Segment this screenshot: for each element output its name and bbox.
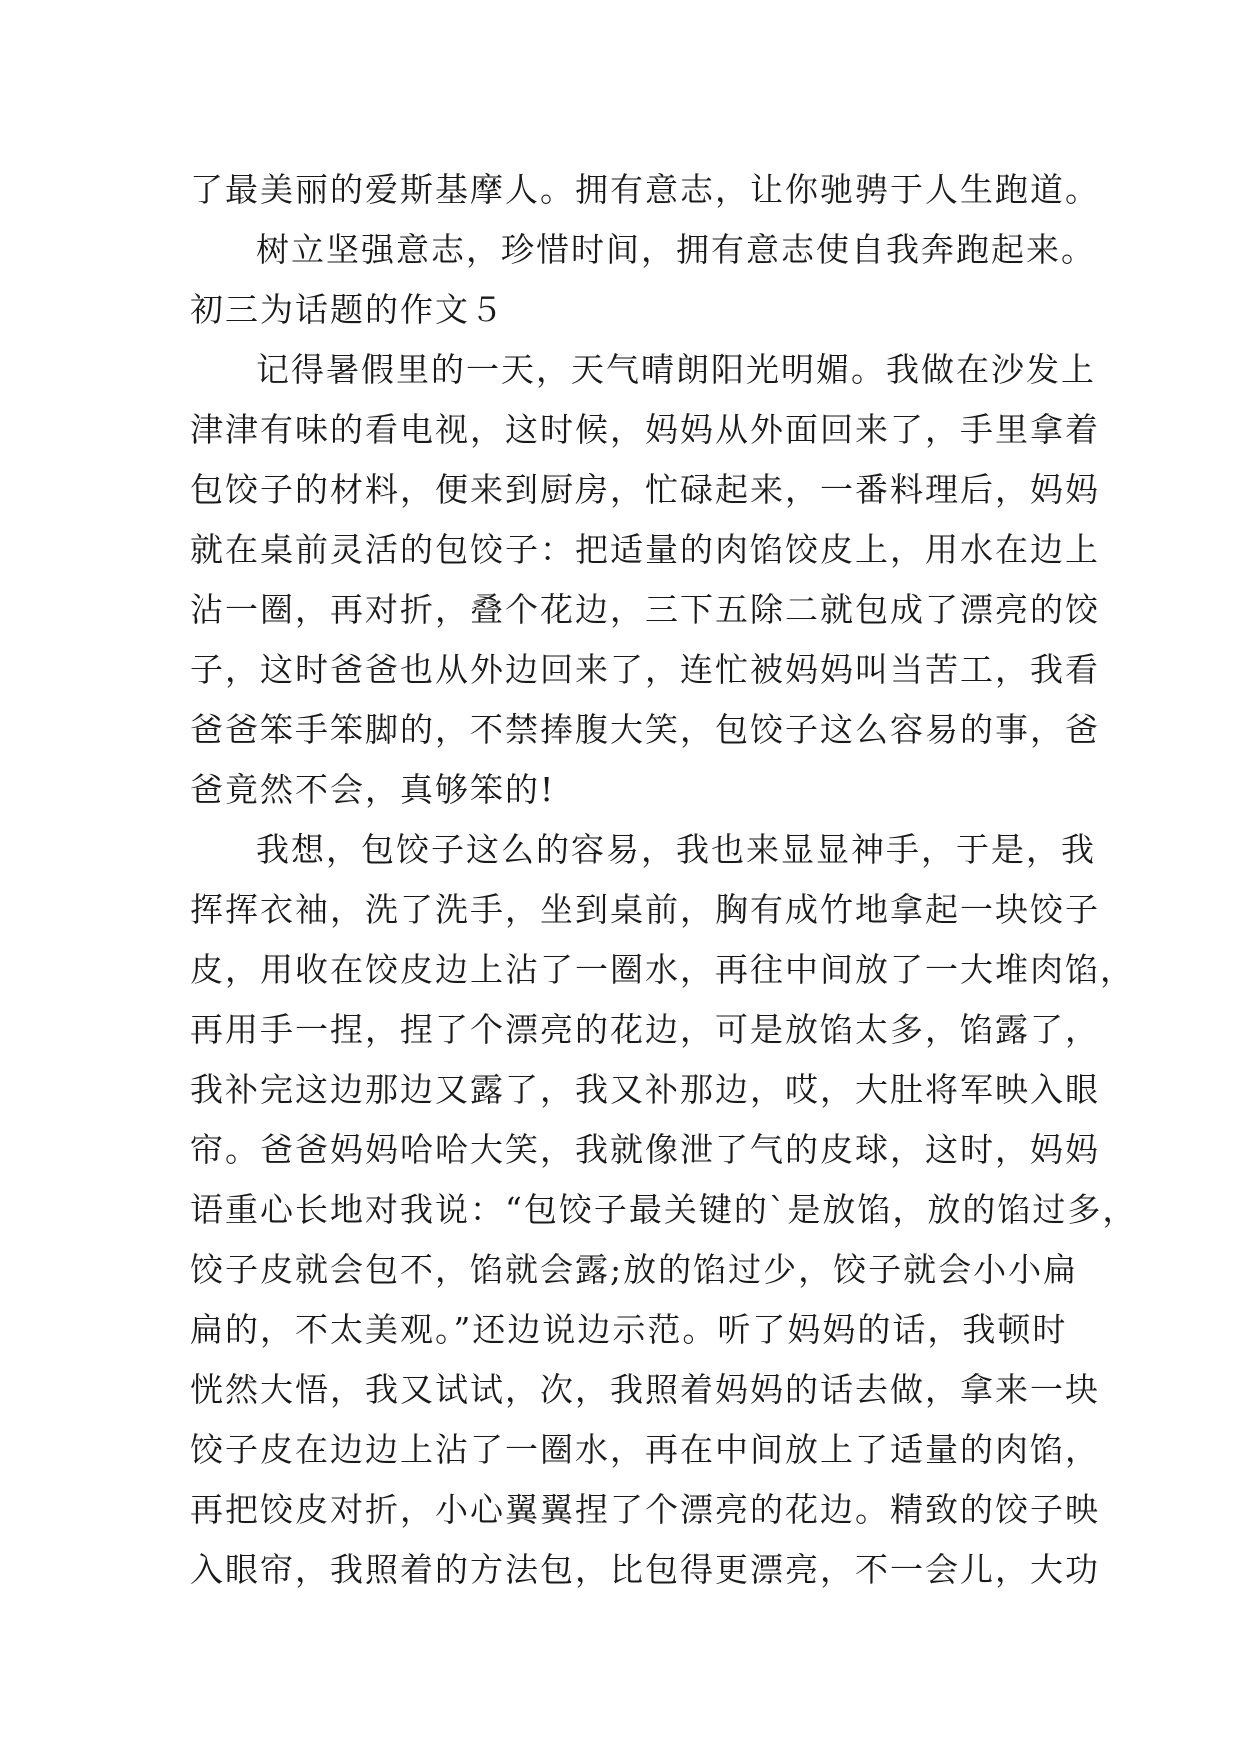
section-heading: 初三为话题的作文５ bbox=[190, 290, 505, 329]
text-line: 饺子皮在边边上沾了一圈水，再在中间放上了适量的肉馅， bbox=[190, 1430, 1100, 1469]
text-line: 饺子皮就会包不，馅就会露;放的馅过少，饺子就会小小扁 bbox=[190, 1250, 1079, 1289]
text-line: 爸竟然不会，真够笨的! bbox=[190, 770, 556, 809]
text-line: 再用手一捏，捏了个漂亮的花边，可是放馅太多，馅露了， bbox=[190, 1010, 1100, 1049]
text-line: 沾一圈，再对折，叠个花边，三下五除二就包成了漂亮的饺 bbox=[190, 590, 1100, 629]
text-line: 恍然大悟，我又试试，次，我照着妈妈的话去做，拿来一块 bbox=[190, 1370, 1100, 1409]
text-line: 再把饺皮对折，小心翼翼捏了个漂亮的花边。精致的饺子映 bbox=[190, 1490, 1100, 1529]
text-line: 津津有味的看电视，这时候，妈妈从外面回来了，手里拿着 bbox=[190, 410, 1100, 449]
text-line: 树立坚强意志，珍惜时间，拥有意志使自我奔跑起来。 bbox=[256, 230, 1096, 269]
text-line: 入眼帘，我照着的方法包，比包得更漂亮，不一会儿，大功 bbox=[190, 1550, 1100, 1589]
text-line: 我补完这边那边又露了，我又补那边，哎，大肚将军映入眼 bbox=[190, 1070, 1100, 1109]
text-line: 帘。爸爸妈妈哈哈大笑，我就像泄了气的皮球，这时，妈妈 bbox=[190, 1130, 1100, 1169]
text-line: 挥挥衣袖，洗了洗手，坐到桌前，胸有成竹地拿起一块饺子 bbox=[190, 890, 1100, 929]
text-line: 子，这时爸爸也从外边回来了，连忙被妈妈叫当苦工，我看 bbox=[190, 650, 1100, 689]
text-line: 我想，包饺子这么的容易，我也来显显神手，于是，我 bbox=[256, 830, 1096, 869]
text-line: 记得暑假里的一天，天气晴朗阳光明媚。我做在沙发上 bbox=[256, 350, 1096, 389]
text-line: 皮，用收在饺皮边上沾了一圈水，再往中间放了一大堆肉馅， bbox=[190, 950, 1135, 989]
essay-body bbox=[190, 160, 1138, 1600]
text-line: 包饺子的材料，便来到厨房，忙碌起来，一番料理后，妈妈 bbox=[190, 470, 1100, 509]
text-line: 扁的，不太美观。”还边说边示范。听了妈妈的话，我顿时 bbox=[190, 1310, 1068, 1349]
text-line: 就在桌前灵活的包饺子：把适量的肉馅饺皮上，用水在边上 bbox=[190, 530, 1100, 569]
text-line: 爸爸笨手笨脚的，不禁捧腹大笑，包饺子这么容易的事，爸 bbox=[190, 710, 1100, 749]
text-line: 了最美丽的爱斯基摩人。拥有意志，让你驰骋于人生跑道。 bbox=[190, 170, 1100, 209]
text-line: 语重心长地对我说：“包饺子最关键的`是放馅，放的馅过多， bbox=[190, 1190, 1138, 1229]
